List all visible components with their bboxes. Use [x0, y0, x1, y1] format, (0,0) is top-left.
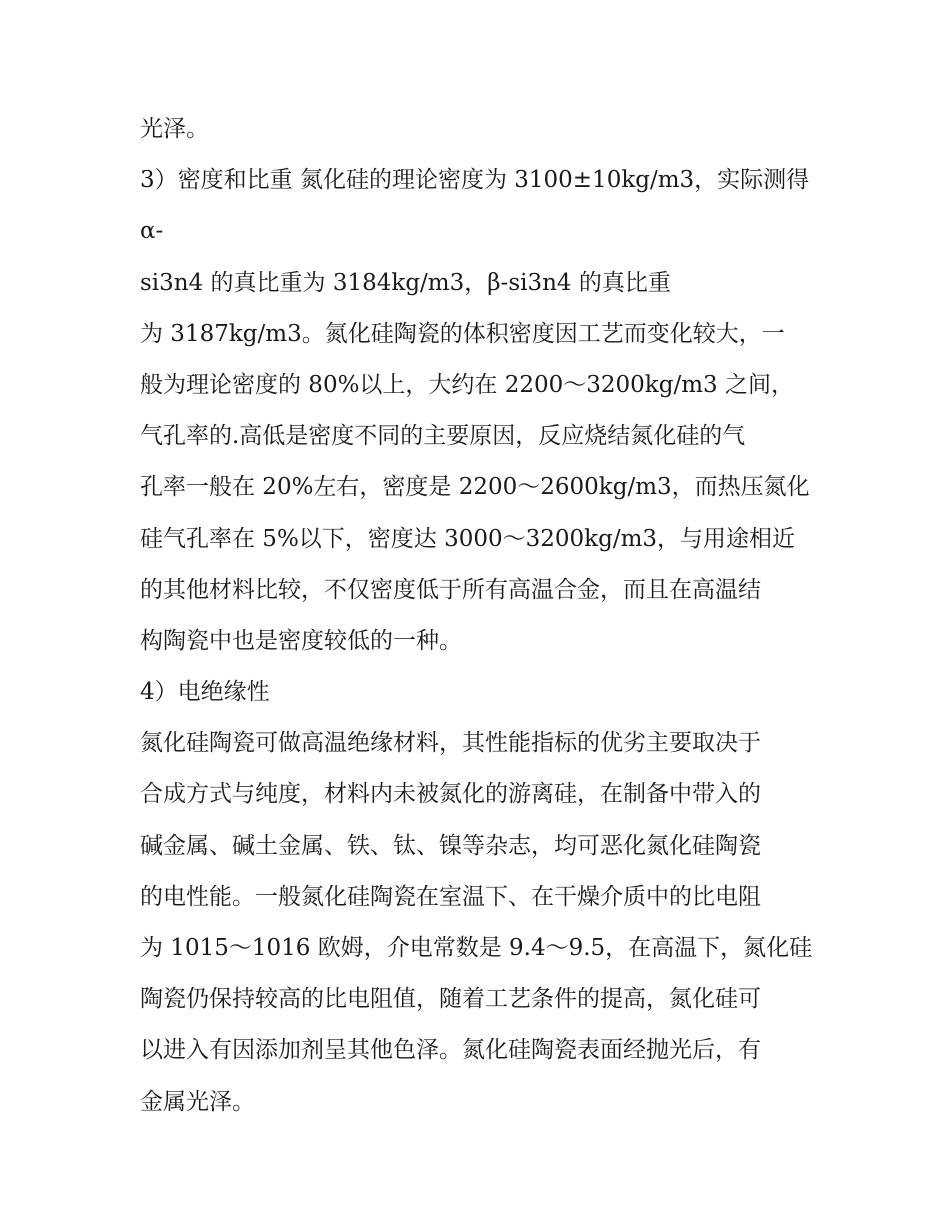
text-line: 的其他材料比较，不仅密度低于所有高温合金，而且在高温结 [140, 576, 761, 603]
text-line: 的电性能。一般氮化硅陶瓷在室温下、在干燥介质中的比电阻 [140, 883, 761, 910]
text-line: 合成方式与纯度，材料内未被氮化的游离硅，在制备中带入的 [140, 781, 761, 808]
text-line: 气孔率的.高低是密度不同的主要原因，反应烧结氮化硅的气 [140, 423, 746, 450]
text-line: 为 1015～1016 欧姆，介电常数是 9.4～9.5，在高温下，氮化硅 [140, 935, 813, 961]
body-text [140, 104, 820, 1128]
section-heading: 4）电绝缘性 [140, 679, 270, 706]
text-line: 以进入有因添加剂呈其他色泽。氮化硅陶瓷表面经抛光后，有 [140, 1037, 761, 1064]
text-line: 硅气孔率在 5%以下，密度达 3000～3200kg/m3，与用途相近 [140, 525, 796, 552]
text-line: 般为理论密度的 80%以上，大约在 2200～3200kg/m3 之间， [140, 371, 794, 398]
text-line: 孔率一般在 20%左右，密度是 2200～2600kg/m3，而热压氮化 [140, 474, 810, 501]
text-line: 陶瓷仍保持较高的比电阻值，随着工艺条件的提高，氮化硅可 [140, 986, 761, 1013]
text-line: 构陶瓷中也是密度较低的一种。 [140, 627, 462, 654]
text-line: si3n4 的真比重为 3184kg/m3，β-si3n4 的真比重 [140, 269, 671, 296]
text-line: 3）密度和比重 氮化硅的理论密度为 3100±10kg/m3，实际测得 [140, 167, 810, 194]
text-line: 碱金属、碱土金属、铁、钛、镍等杂志，均可恶化氮化硅陶瓷 [140, 832, 761, 859]
text-line: 金属光泽。 [140, 1088, 255, 1115]
text-line: 光泽。 [140, 116, 209, 142]
text-line: 为 3187kg/m3。氮化硅陶瓷的体积密度因工艺而变化较大，一 [140, 320, 785, 347]
text-line: 氮化硅陶瓷可做高温绝缘材料，其性能指标的优劣主要取决于 [140, 730, 761, 757]
text-line: α- [140, 218, 164, 245]
